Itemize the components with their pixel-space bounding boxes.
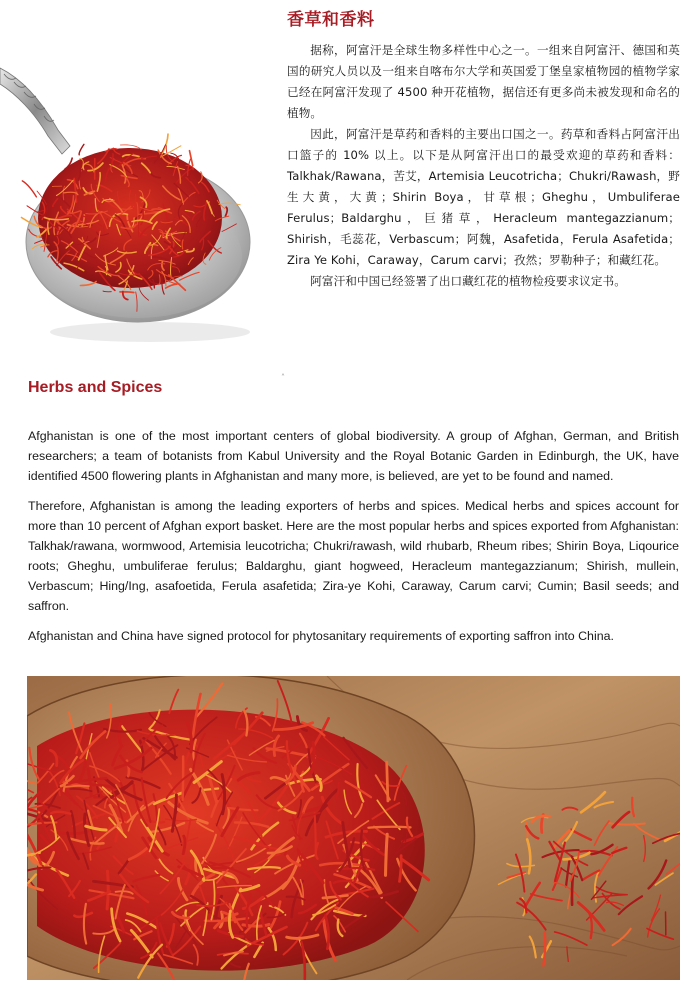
english-paragraph-3: Afghanistan and China have signed protocol for phytosanitary requirements of exporting saffron into China. xyxy=(28,629,614,643)
english-section xyxy=(28,376,679,656)
chinese-paragraph-1: 据称，阿富汗是全球生物多样性中心之一。一组来自阿富汗、德国和英国的研究人员以及一组来自喀布尔大学和英国爱丁堡皇家植物园的植物学家已经在阿富汗发现了 4500 种开花植物，据信还有更多尚未被发现和命名的植物。 xyxy=(287,43,680,120)
chinese-paragraph-3: 阿富汗和中国已经签署了出口藏红花的植物检疫要求议定书。 xyxy=(310,274,626,288)
small-mark: ˄ xyxy=(281,373,285,382)
saffron-wooden-spoon-photo xyxy=(27,676,680,980)
english-paragraph-1: Afghanistan is one of the most important centers of global biodiversity. A group of Afghan, German, and British researchers; a team of botanists from Kabul University and the Royal Botanic Garden in Edinburgh, the UK, have identified 4500 flowering plants in Afghanistan and many more, is believed, are yet to be found and named. xyxy=(28,429,679,483)
saffron-spoon-photo xyxy=(0,50,262,350)
english-paragraph-2: Therefore, Afghanistan is among the leading exporters of herbs and spices. Medical herbs and spices account for more than 10 percent of Afghan export basket. Here are the most popular herbs and spices exported from Afghanistan: Talkhak/rawana, wormwood, Artemisia leucotricha; Chukri/rawash, wild rhubarb, Rheum ribes; Shirin Boya, Liqourice roots; Gheghu, umbuliferae ferulus; Baldarghu, giant hogweed, Heracleum mantegazzianum; Shirish, mullein, Verbascum; Hing/Ing, asafoetida, Ferula asafetida; Zira-ye Kohi, Caraway, Carum carvi; Cumin; Basil seeds; and saffron. xyxy=(28,499,679,613)
chinese-heading: 香草和香料 xyxy=(287,10,375,30)
english-heading: Herbs and Spices xyxy=(28,379,163,396)
chinese-paragraph-2: 因此，阿富汗是草药和香料的主要出口国之一。药草和香料占阿富汗出口篮子的 10% 以上。以下是从阿富汗出口的最受欢迎的草药和香料：Talkhak/Rawana，苦艾，Artemisia Leucotricha；Chukri/Rawash，野生大黄，大黄；Shirin Boya，甘草根；Gheghu，Umbuliferae Ferulus；Baldarghu，巨猪草，Heracleum mantegazzianum；Shirish，毛蕊花，Verbascum；阿魏，Asafetida，Ferula Asafetida；Zira Ye Kohi，Caraway，Carum carvi；孜然；罗勒种子；和藏红花。 xyxy=(287,127,680,267)
chinese-section xyxy=(287,8,680,292)
